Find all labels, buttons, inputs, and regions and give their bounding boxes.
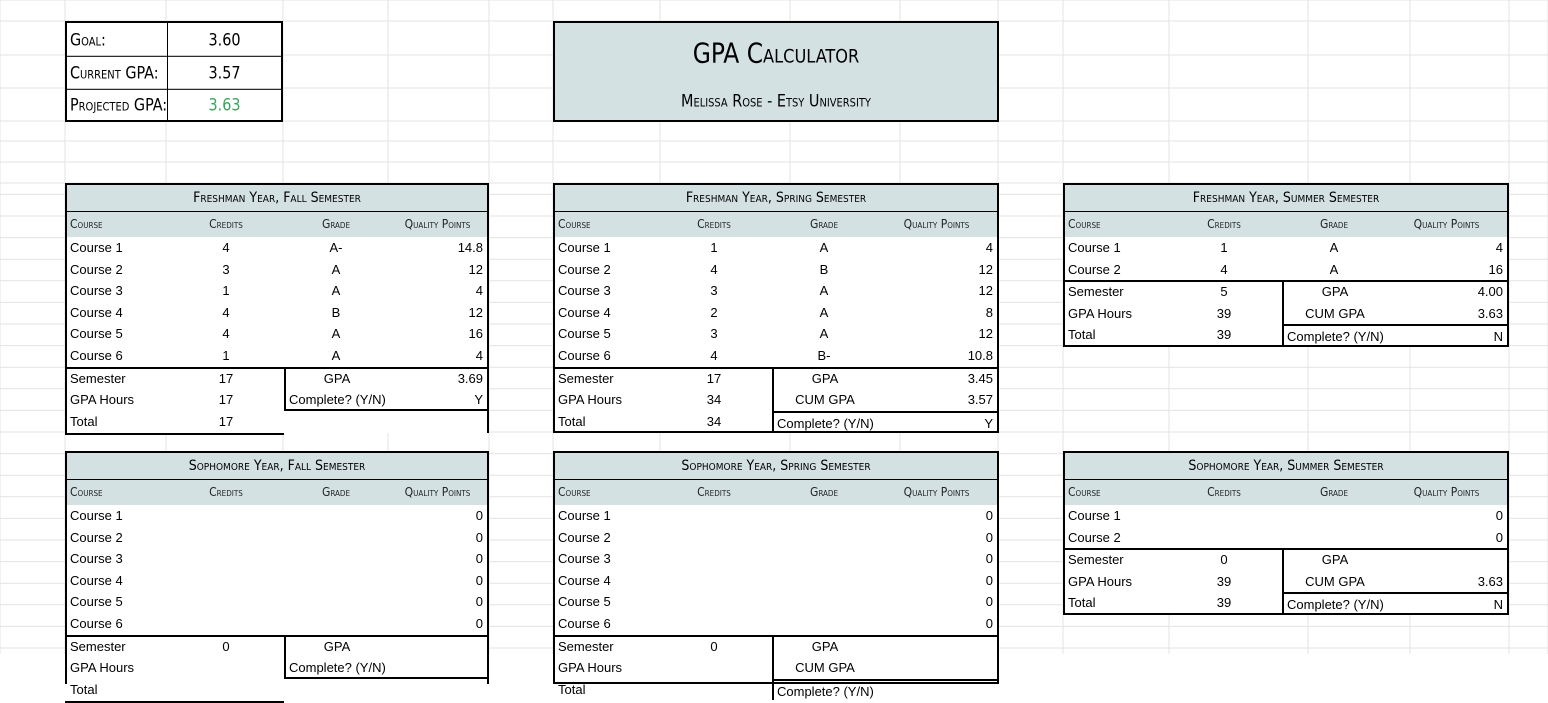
gpa-label: GPA <box>323 638 351 654</box>
complete-label: Complete? (Y/N) <box>289 660 386 676</box>
quality-points-cell: 0 <box>1495 508 1503 523</box>
so-spring-table <box>553 451 999 699</box>
column-header-credits: Credits <box>168 212 284 237</box>
grade-cell[interactable] <box>284 505 388 527</box>
credits-cell[interactable] <box>656 527 772 549</box>
quality-points-cell: 4 <box>475 348 483 363</box>
grade-cell[interactable]: A <box>1329 240 1339 255</box>
quality-points-cell: 0 <box>985 594 993 610</box>
grade-cell[interactable] <box>284 527 388 549</box>
grade-cell[interactable]: A <box>819 326 829 342</box>
credits-cell[interactable]: 4 <box>222 326 230 342</box>
course-name-cell[interactable]: Course 2 <box>1068 529 1121 545</box>
column-header-qp: Quality Points <box>388 212 487 237</box>
page-subtitle: Melissa Rose - Etsy University <box>681 90 871 111</box>
column-header-qp: Quality Points <box>1386 480 1507 505</box>
course-name-cell[interactable]: Course 1 <box>558 240 611 255</box>
complete-value <box>876 679 997 701</box>
course-name-cell[interactable]: Course 6 <box>70 616 123 631</box>
grade-cell[interactable] <box>284 613 388 635</box>
semester-value: 17 <box>706 370 722 386</box>
course-name-cell[interactable]: Course 5 <box>558 594 611 610</box>
total-value: 17 <box>218 413 234 429</box>
quality-points-cell: 0 <box>1495 529 1503 545</box>
grade-cell[interactable] <box>772 591 876 613</box>
goal-label: Goal: <box>67 22 168 57</box>
grade-cell[interactable]: A <box>819 283 829 299</box>
grade-cell[interactable] <box>772 570 876 592</box>
course-name-cell[interactable]: Course 3 <box>70 283 123 299</box>
gpa-value: 3.69 <box>457 370 483 386</box>
credits-cell[interactable] <box>168 591 284 613</box>
quality-points-cell: 0 <box>475 508 483 523</box>
gpa-value <box>1386 549 1507 571</box>
grade-cell[interactable]: A <box>1329 261 1339 277</box>
total-label: Total <box>558 413 586 429</box>
course-name-cell[interactable]: Course 3 <box>70 551 123 567</box>
column-header-grade: Grade <box>1282 480 1386 505</box>
grade-cell[interactable] <box>772 505 876 527</box>
semester-value: 0 <box>1220 552 1228 568</box>
projected-gpa-label: Projected GPA: <box>67 88 168 121</box>
column-header-credits: Credits <box>656 480 772 505</box>
quality-points-cell: 0 <box>475 551 483 567</box>
credits-cell[interactable] <box>656 591 772 613</box>
projected-gpa-value[interactable]: 3.63 <box>208 94 241 115</box>
quality-points-cell: 0 <box>985 529 993 545</box>
credits-cell[interactable] <box>168 505 284 527</box>
column-header-course: Course <box>555 480 656 505</box>
column-header-course: Course <box>1065 212 1166 237</box>
course-name-cell[interactable]: Course 5 <box>70 326 123 342</box>
course-name-cell[interactable]: Course 3 <box>558 283 611 299</box>
course-name-cell[interactable]: Course 1 <box>1068 508 1121 523</box>
column-header-grade: Grade <box>284 480 388 505</box>
grade-cell[interactable]: A <box>331 348 341 363</box>
gpa-value: 4.00 <box>1477 284 1503 300</box>
semester-value: 17 <box>218 370 234 386</box>
fr-fall-table <box>65 183 489 433</box>
complete-value: Y <box>876 411 997 433</box>
credits-cell[interactable]: 1 <box>1220 240 1228 255</box>
grade-cell[interactable]: A <box>819 240 829 255</box>
total-label: Total <box>558 681 586 697</box>
quality-points-cell: 12 <box>468 261 483 277</box>
credits-cell[interactable]: 2 <box>710 304 718 320</box>
gpa-hours-label: GPA Hours <box>1068 573 1133 589</box>
quality-points-cell: 8 <box>985 304 993 320</box>
credits-cell[interactable] <box>1166 505 1282 527</box>
quality-points-cell: 0 <box>475 616 483 631</box>
course-name-cell[interactable]: Course 6 <box>70 348 123 363</box>
cum-gpa-value <box>876 657 997 679</box>
complete-label: Complete? (Y/N) <box>774 679 876 701</box>
quality-points-cell: 0 <box>475 529 483 545</box>
goal-value[interactable]: 3.60 <box>168 22 281 57</box>
grade-cell[interactable] <box>284 591 388 613</box>
course-name-cell[interactable]: Course 1 <box>70 508 123 523</box>
quality-points-cell: 16 <box>468 326 483 342</box>
semester-label: Semester <box>558 370 614 386</box>
total-label: Total <box>1068 595 1096 611</box>
column-header-qp: Quality Points <box>876 480 997 505</box>
complete-label: Complete? (Y/N) <box>1284 324 1386 346</box>
semester-title: Freshman Year, Summer Semester <box>1065 185 1507 212</box>
grade-cell[interactable] <box>284 570 388 592</box>
credits-cell[interactable]: 4 <box>710 261 718 277</box>
grade-cell[interactable]: A- <box>329 240 343 255</box>
semester-label: Semester <box>70 370 126 386</box>
grade-cell[interactable] <box>772 613 876 635</box>
credits-cell[interactable] <box>656 505 772 527</box>
course-name-cell[interactable]: Course 1 <box>558 508 611 523</box>
grade-cell[interactable]: B <box>331 304 341 320</box>
grade-cell[interactable] <box>1282 505 1386 527</box>
column-header-qp: Quality Points <box>876 212 997 237</box>
semester-label: Semester <box>558 638 614 654</box>
total-label: Total <box>70 413 98 429</box>
gpa-hours-value: 39 <box>1216 573 1232 589</box>
credits-cell[interactable]: 4 <box>222 304 230 320</box>
gpa-label: GPA <box>811 638 839 654</box>
course-name-cell[interactable]: Course 6 <box>558 616 611 631</box>
quality-points-cell: 12 <box>978 283 993 299</box>
quality-points-cell: 14.8 <box>457 240 483 255</box>
page-title: GPA Calculator <box>692 38 860 70</box>
credits-cell[interactable]: 4 <box>1220 261 1228 277</box>
column-header-credits: Credits <box>656 212 772 237</box>
fr-spring-table <box>553 183 999 433</box>
semester-value: 0 <box>222 638 230 654</box>
column-header-grade: Grade <box>772 480 876 505</box>
credits-cell[interactable] <box>656 570 772 592</box>
credits-cell[interactable] <box>168 548 284 570</box>
grade-cell[interactable]: A <box>819 304 829 320</box>
quality-points-cell: 0 <box>985 616 993 631</box>
current-gpa-label: Current GPA: <box>67 55 168 90</box>
credits-cell[interactable]: 1 <box>222 348 230 363</box>
semester-label: Semester <box>70 638 126 654</box>
quality-points-cell: 0 <box>985 508 993 523</box>
so-summer-table <box>1063 451 1509 615</box>
complete-label: Complete? (Y/N) <box>1284 592 1386 614</box>
credits-cell[interactable]: 3 <box>710 283 718 299</box>
so-fall-table <box>65 451 489 697</box>
quality-points-cell: 16 <box>1488 261 1503 277</box>
grade-cell[interactable]: A <box>331 283 341 299</box>
cum-gpa-value: 3.57 <box>967 392 993 408</box>
grade-cell[interactable]: A <box>331 326 341 342</box>
quality-points-cell: 0 <box>985 572 993 588</box>
credits-cell[interactable]: 1 <box>222 283 230 299</box>
credits-cell[interactable]: 4 <box>710 348 718 363</box>
quality-points-cell: 12 <box>468 304 483 320</box>
grade-cell[interactable] <box>772 548 876 570</box>
course-name-cell[interactable]: Course 2 <box>558 261 611 277</box>
column-header-course: Course <box>555 212 656 237</box>
column-header-course: Course <box>67 480 168 505</box>
course-name-cell[interactable]: Course 4 <box>558 572 611 588</box>
quality-points-cell: 4 <box>475 283 483 299</box>
quality-points-cell: 0 <box>475 572 483 588</box>
semester-title: Freshman Year, Fall Semester <box>67 185 487 212</box>
gpa-value: 3.45 <box>967 370 993 386</box>
total-value: 39 <box>1216 595 1232 611</box>
gpa-label: GPA <box>323 370 351 386</box>
quality-points-cell: 12 <box>978 326 993 342</box>
course-name-cell[interactable]: Course 5 <box>70 594 123 610</box>
course-name-cell[interactable]: Course 6 <box>558 348 611 363</box>
current-gpa-value[interactable]: 3.57 <box>168 55 281 90</box>
semester-label: Semester <box>1068 284 1124 300</box>
column-header-credits: Credits <box>168 480 284 505</box>
credits-cell[interactable] <box>168 613 284 635</box>
gpa-hours-value: 17 <box>218 392 234 408</box>
gpa-hours-label: GPA Hours <box>70 392 135 408</box>
complete-value: N <box>1386 592 1507 614</box>
course-name-cell[interactable]: Course 2 <box>70 261 123 277</box>
total-label: Total <box>70 681 98 697</box>
total-row-border <box>65 433 284 435</box>
credits-cell[interactable] <box>168 527 284 549</box>
quality-points-cell: 4 <box>985 240 993 255</box>
total-value: 39 <box>1216 327 1232 343</box>
gpa-summary-box <box>65 21 283 122</box>
course-name-cell[interactable]: Course 2 <box>1068 261 1121 277</box>
column-header-credits: Credits <box>1166 212 1282 237</box>
credits-cell[interactable]: 3 <box>222 261 230 277</box>
gpa-hours-label: GPA Hours <box>1068 305 1133 321</box>
complete-value: Y <box>474 392 483 408</box>
course-name-cell[interactable]: Course 4 <box>70 572 123 588</box>
gpa-label: GPA <box>1321 552 1349 568</box>
credits-cell[interactable] <box>1166 527 1282 549</box>
column-header-qp: Quality Points <box>1386 212 1507 237</box>
semester-label: Semester <box>1068 552 1124 568</box>
cum-gpa-value: 3.63 <box>1477 573 1503 589</box>
grade-cell[interactable] <box>1282 527 1386 549</box>
complete-label: Complete? (Y/N) <box>289 392 386 408</box>
complete-value <box>388 657 487 679</box>
course-name-cell[interactable]: Course 2 <box>558 529 611 545</box>
cum-gpa-label: CUM GPA <box>1305 305 1365 321</box>
gpa-label: GPA <box>1321 284 1349 300</box>
grade-cell[interactable]: B <box>819 261 829 277</box>
column-header-qp: Quality Points <box>388 480 487 505</box>
gpa-hours-label: GPA Hours <box>558 660 623 676</box>
quality-points-cell: 0 <box>475 594 483 610</box>
semester-title: Sophomore Year, Spring Semester <box>555 453 997 480</box>
semester-title: Freshman Year, Spring Semester <box>555 185 997 212</box>
cum-gpa-label: CUM GPA <box>1305 573 1365 589</box>
grade-cell[interactable] <box>284 548 388 570</box>
column-header-grade: Grade <box>284 212 388 237</box>
grade-cell[interactable]: B- <box>817 348 831 363</box>
column-header-course: Course <box>1065 480 1166 505</box>
total-value: 34 <box>706 413 722 429</box>
quality-points-cell: 10.8 <box>967 348 993 363</box>
semester-title: Sophomore Year, Fall Semester <box>67 453 487 480</box>
complete-label: Complete? (Y/N) <box>774 411 876 433</box>
course-name-cell[interactable]: Course 1 <box>1068 240 1121 255</box>
calculator-title-box <box>553 21 999 122</box>
column-header-credits: Credits <box>1166 480 1282 505</box>
credits-cell[interactable] <box>168 570 284 592</box>
semester-value: 0 <box>710 638 718 654</box>
credits-cell[interactable]: 1 <box>710 240 718 255</box>
gpa-hours-label: GPA Hours <box>558 392 623 408</box>
column-header-grade: Grade <box>772 212 876 237</box>
credits-cell[interactable] <box>656 548 772 570</box>
credits-cell[interactable] <box>656 613 772 635</box>
column-header-grade: Grade <box>1282 212 1386 237</box>
gpa-label: GPA <box>811 370 839 386</box>
grade-cell[interactable] <box>772 527 876 549</box>
course-name-cell[interactable]: Course 5 <box>558 326 611 342</box>
cum-gpa-label: CUM GPA <box>795 392 855 408</box>
quality-points-cell: 0 <box>985 551 993 567</box>
gpa-hours-value: 39 <box>1216 305 1232 321</box>
credits-cell[interactable]: 3 <box>710 326 718 342</box>
gpa-hours-label: GPA Hours <box>70 660 135 676</box>
column-header-course: Course <box>67 212 168 237</box>
semester-title: Sophomore Year, Summer Semester <box>1065 453 1507 480</box>
credits-cell[interactable]: 4 <box>222 240 230 255</box>
course-name-cell[interactable]: Course 4 <box>70 304 123 320</box>
course-name-cell[interactable]: Course 4 <box>558 304 611 320</box>
grade-cell[interactable]: A <box>331 261 341 277</box>
total-label: Total <box>1068 327 1096 343</box>
quality-points-cell: 4 <box>1495 240 1503 255</box>
course-name-cell[interactable]: Course 2 <box>70 529 123 545</box>
quality-points-cell: 12 <box>978 261 993 277</box>
semester-value: 5 <box>1220 284 1228 300</box>
cum-gpa-label: CUM GPA <box>795 660 855 676</box>
fr-summer-table <box>1063 183 1509 347</box>
course-name-cell[interactable]: Course 1 <box>70 240 123 255</box>
course-name-cell[interactable]: Course 3 <box>558 551 611 567</box>
complete-value: N <box>1386 324 1507 346</box>
gpa-hours-value: 34 <box>706 392 722 408</box>
cum-gpa-value: 3.63 <box>1477 305 1503 321</box>
